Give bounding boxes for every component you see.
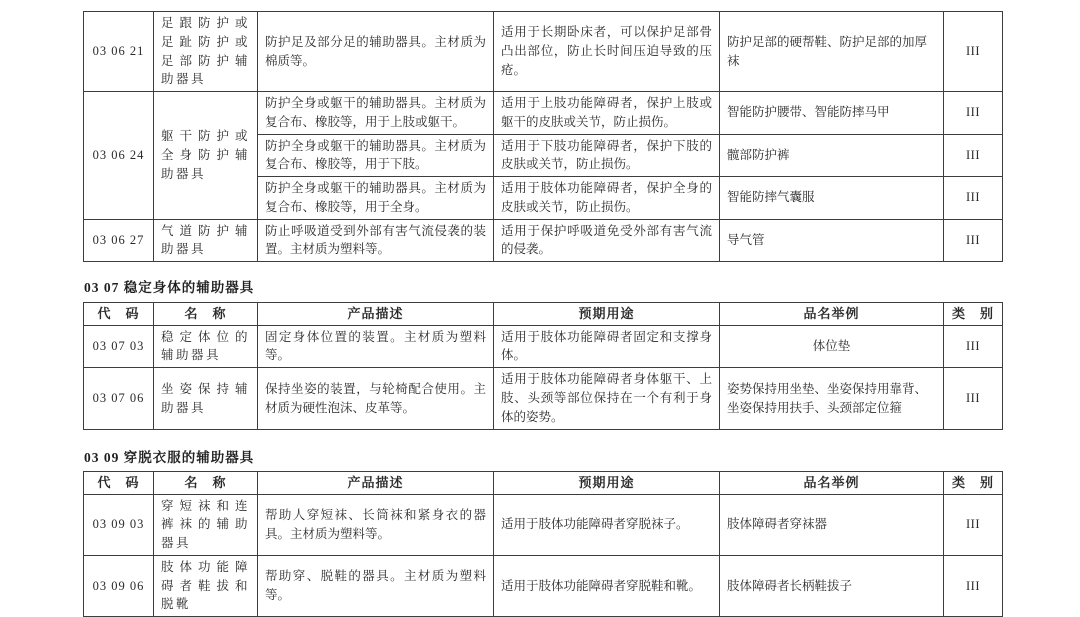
table-row xyxy=(84,325,1003,368)
cell-intended-use: 适用于长期卧床者，可以保护足部骨凸出部位，防止长时间压迫导致的压疮。 xyxy=(494,12,720,92)
header-category: 类 别 xyxy=(944,303,1003,326)
header-description: 产品描述 xyxy=(258,472,494,495)
cell-description: 防止呼吸道受到外部有害气流侵袭的装置。主材质为塑料等。 xyxy=(258,219,494,262)
header-name: 名 称 xyxy=(154,303,258,326)
cell-intended-use: 适用于肢体功能障碍者身体躯干、上肢、头颈等部位保持在一个有利于身体的姿势。 xyxy=(494,368,720,430)
cell-examples: 肢体障碍者穿袜器 xyxy=(720,494,944,555)
cell-examples: 智能防摔气囊服 xyxy=(720,177,944,220)
cell-description: 防护全身或躯干的辅助器具。主材质为复合布、橡胶等，用于上肢或躯干。 xyxy=(258,92,494,135)
cell-intended-use: 适用于下肢功能障碍者，保护下肢的皮肤或关节，防止损伤。 xyxy=(494,134,720,177)
cell-code: 03 07 06 xyxy=(84,368,154,430)
cell-description: 固定身体位置的装置。主材质为塑料等。 xyxy=(258,325,494,368)
cell-code: 03 07 03 xyxy=(84,325,154,368)
cell-name: 稳定体位的辅助器具 xyxy=(154,325,258,368)
section-title-0307: 03 07 稳定身体的辅助器具 xyxy=(84,280,255,295)
cell-name: 气道防护辅助器具 xyxy=(154,219,258,262)
table-body-stabilizing-devices xyxy=(83,302,1003,430)
cell-code: 03 06 27 xyxy=(84,219,154,262)
cell-category: III xyxy=(944,12,1003,92)
cell-examples: 姿势保持用坐垫、坐姿保持用靠背、坐姿保持用扶手、头颈部定位箍 xyxy=(720,368,944,430)
cell-code: 03 09 06 xyxy=(84,555,154,616)
header-code: 代 码 xyxy=(84,472,154,495)
document-page xyxy=(83,11,1002,617)
cell-examples: 髋部防护裤 xyxy=(720,134,944,177)
header-intended-use: 预期用途 xyxy=(494,472,720,495)
header-code: 代 码 xyxy=(84,303,154,326)
header-name: 名 称 xyxy=(154,472,258,495)
cell-description: 防护全身或躯干的辅助器具。主材质为复合布、橡胶等，用于全身。 xyxy=(258,177,494,220)
cell-name: 足跟防护或足趾防护或足部防护辅助器具 xyxy=(154,12,258,92)
table-row xyxy=(84,494,1003,555)
header-examples: 品名举例 xyxy=(720,303,944,326)
cell-examples: 防护足部的硬帮鞋、防护足部的加厚袜 xyxy=(720,12,944,92)
cell-category: III xyxy=(944,325,1003,368)
cell-category: III xyxy=(944,494,1003,555)
cell-description: 帮助穿、脱鞋的器具。主材质为塑料等。 xyxy=(258,555,494,616)
cell-intended-use: 适用于上肢功能障碍者，保护上肢或躯干的皮肤或关节，防止损伤。 xyxy=(494,92,720,135)
cell-description: 帮助人穿短袜、长筒袜和紧身衣的器具。主材质为塑料等。 xyxy=(258,494,494,555)
table-dressing-devices xyxy=(83,471,1003,617)
cell-description: 防护足及部分足的辅助器具。主材质为棉质等。 xyxy=(258,12,494,92)
cell-examples: 智能防护腰带、智能防摔马甲 xyxy=(720,92,944,135)
header-description: 产品描述 xyxy=(258,303,494,326)
cell-category: III xyxy=(944,555,1003,616)
table-row xyxy=(84,12,1003,92)
table-header-row xyxy=(84,472,1003,495)
cell-category: III xyxy=(944,219,1003,262)
table-row xyxy=(84,219,1003,262)
table-row xyxy=(84,555,1003,616)
table-row xyxy=(84,92,1003,135)
cell-code: 03 09 03 xyxy=(84,494,154,555)
cell-intended-use: 适用于肢体功能障碍者穿脱鞋和靴。 xyxy=(494,555,720,616)
section-title-0309: 03 09 穿脱衣服的辅助器具 xyxy=(84,450,255,465)
header-examples: 品名举例 xyxy=(720,472,944,495)
cell-description: 防护全身或躯干的辅助器具。主材质为复合布、橡胶等，用于下肢。 xyxy=(258,134,494,177)
cell-examples: 导气管 xyxy=(720,219,944,262)
cell-intended-use: 适用于肢体功能障碍者，保护全身的皮肤或关节，防止损伤。 xyxy=(494,177,720,220)
cell-category: III xyxy=(944,177,1003,220)
cell-name: 躯干防护或全身防护辅助器具 xyxy=(154,92,258,220)
table-row xyxy=(84,368,1003,430)
cell-examples: 肢体障碍者长柄鞋拔子 xyxy=(720,555,944,616)
cell-intended-use: 适用于肢体功能障碍者固定和支撑身体。 xyxy=(494,325,720,368)
header-category: 类 别 xyxy=(944,472,1003,495)
cell-name: 坐姿保持辅助器具 xyxy=(154,368,258,430)
table-protection-devices xyxy=(83,11,1003,262)
cell-name: 穿短袜和连裤袜的辅助器具 xyxy=(154,494,258,555)
cell-code: 03 06 24 xyxy=(84,92,154,220)
cell-code: 03 06 21 xyxy=(84,12,154,92)
cell-category: III xyxy=(944,92,1003,135)
table-header-row xyxy=(84,303,1003,326)
cell-category: III xyxy=(944,368,1003,430)
cell-intended-use: 适用于保护呼吸道免受外部有害气流的侵袭。 xyxy=(494,219,720,262)
cell-examples: 体位垫 xyxy=(720,325,944,368)
cell-description: 保持坐姿的装置，与轮椅配合使用。主材质为硬性泡沫、皮革等。 xyxy=(258,368,494,430)
header-intended-use: 预期用途 xyxy=(494,303,720,326)
cell-name: 肢体功能障碍者鞋拔和脱靴 xyxy=(154,555,258,616)
cell-category: III xyxy=(944,134,1003,177)
cell-intended-use: 适用于肢体功能障碍者穿脱袜子。 xyxy=(494,494,720,555)
